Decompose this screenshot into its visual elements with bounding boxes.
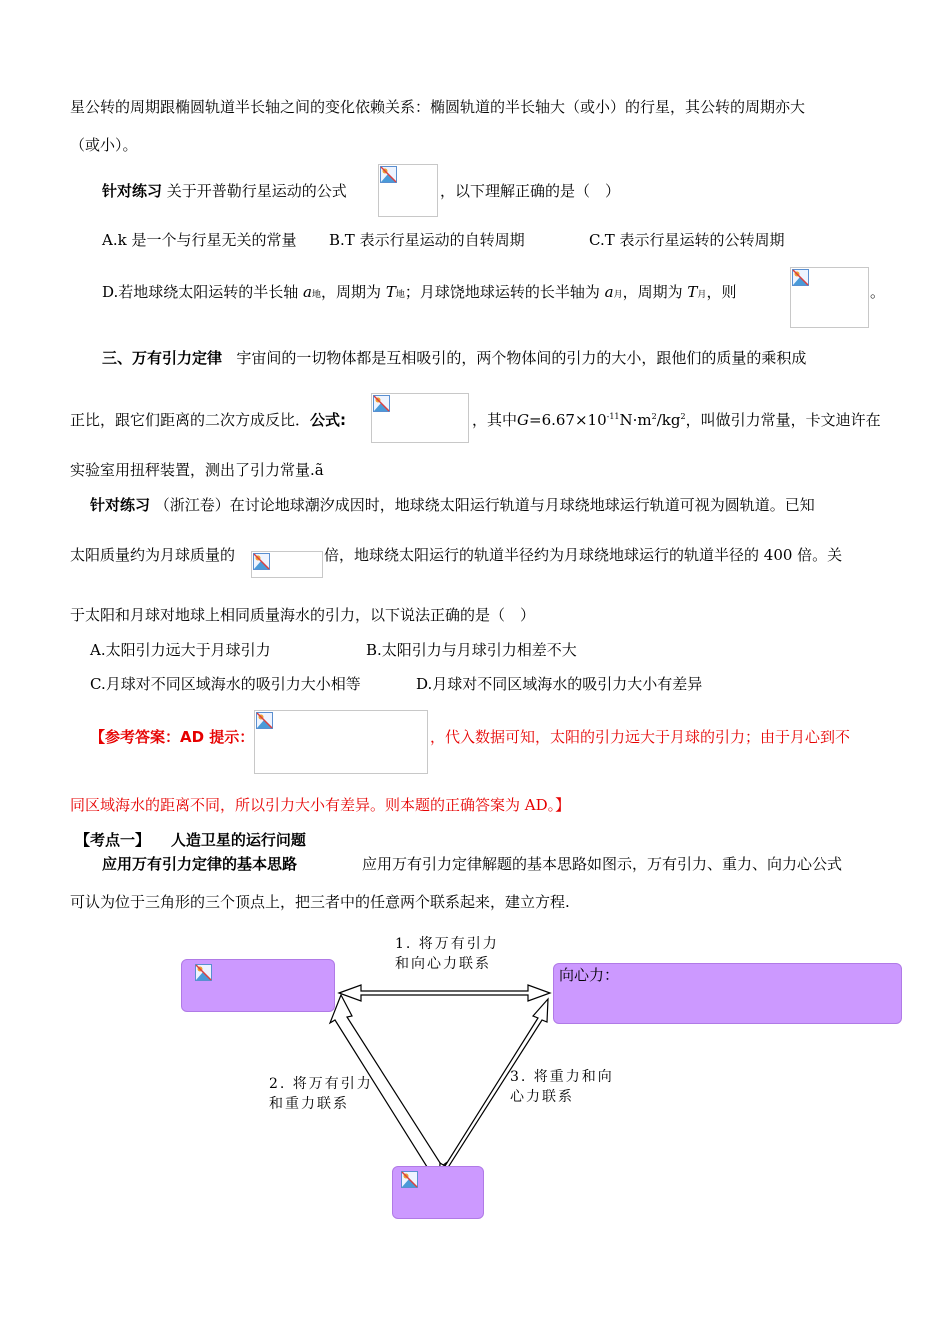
gravitation-box-image [194,963,322,993]
option-d-text-4: ，周期为 [622,283,683,301]
g-unit: N·m [619,411,652,429]
option-d-sub-earth-2: 地 [395,290,405,300]
practice1-option-c: C.T 表示行星运转的公转周期 [589,231,785,249]
g-exponent: -11 [606,412,620,421]
section3-text-2c: ，叫做引力常量，卡文迪许在 [685,411,881,429]
section3-text-2a: 正比，跟它们距离的二次方成反比． [70,411,311,429]
option-d-T-symbol: T [385,283,396,301]
answer-text-1: ，代入数据可知，太阳的引力远大于月球的引力；由于月心到不 [430,728,851,746]
practice2-text-1: （浙江卷）在讨论地球潮汐成因时，地球绕太阳运行轨道与月球绕地球运行轨道可视为圆轨道。已知 [154,496,815,514]
section3-text-2b: ，其中 [472,411,518,429]
option-d-text-3: ；月球饶地球运转的长半轴为 [404,283,600,301]
practice1-option-b: B.T 表示行星运动的自转周期 [329,231,525,249]
option-d-text-5: ，则 [706,283,737,301]
g-unit-2-exponent: 2 [680,412,686,421]
centripetal-force-box [553,963,902,1024]
centripetal-force-label: 向心力： [559,966,620,984]
practice2-option-b: B.太阳引力与月球引力相差不大 [366,641,577,659]
practice2-line-2a: 太阳质量约为月球质量的 [70,546,236,564]
intro-line-2: （或小）。 [70,136,138,154]
option-d-sub-moon: 月 [613,290,623,300]
label3-line1: 3. 将重力和向 [510,1069,614,1085]
formula-label: 公式: [310,411,347,429]
kaodian-text-2: 可认为位于三角形的三个顶点上，把三者中的任意两个联系起来，建立方程. [70,893,570,911]
gravity-box-image [400,1170,476,1198]
label-gravitation-gravity [269,1074,373,1114]
kaodian-title: 人造卫星的运行问题 [170,831,306,849]
practice1-option-a: A.k 是一个与行星无关的常量 [102,231,297,249]
label-gravitation-centripetal [395,934,499,974]
practice2-option-d: D.月球对不同区域海水的吸引力大小有差异 [416,675,703,693]
g-value: =6.67×10 [529,411,607,429]
kaodian-tag: 【考点一】 [75,831,151,849]
practice1-stem-after: ，以下理解正确的是（ ） [440,182,621,200]
option-d-text-2: ，周期为 [321,283,382,301]
practice2-tag: 针对练习 [90,496,151,514]
section3-text-1: 宇宙间的一切物体都是互相吸引的，两个物体间的引力的大小，跟他们的质量的乘积成 [236,349,807,367]
kaodian-subtitle: 应用万有引力定律的基本思路 [102,855,298,873]
practice2-option-c: C.月球对不同区域海水的吸引力大小相等 [90,675,361,693]
practice1-tag: 针对练习 [102,182,163,200]
option-d-end: 。 [870,283,886,301]
intro-line-1: 星公转的周期跟椭圆轨道半长轴之间的变化依赖关系：椭圆轨道的半长轴大（或小）的行星，其公转的周期亦大 [70,98,806,116]
kaodian-text-1: 应用万有引力定律解题的基本思路如图示，万有引力、重力、向力心公式 [362,855,843,873]
section3-line-3: 实验室用扭秤装置，测出了引力常量.ã [70,461,324,479]
practice1-stem-before: 关于开普勒行星运动的公式 [166,182,347,200]
broken-image-icon [195,964,212,981]
broken-image-icon [401,1171,418,1188]
arrow-top-double [339,985,550,1001]
section3-title: 三、万有引力定律 [102,349,223,367]
label2-line1: 2. 将万有引力 [269,1076,373,1092]
practice2-line-2b: 倍，地球绕太阳运行的轨道半径约为月球绕地球运行的轨道半径的 400 倍。关 [324,546,843,564]
answer-label: 【参考答案：AD 提示： [90,728,255,746]
label3-line2: 心力联系 [510,1089,574,1105]
g-symbol: G [517,411,529,429]
answer-text-2: 同区域海水的距离不同，所以引力大小有差异。则本题的正确答案为 AD。】 [70,796,571,814]
option-d-a-symbol-2: a [604,283,614,301]
practice2-option-a: A.太阳引力远大于月球引力 [90,641,271,659]
label-gravity-centripetal [510,1067,614,1107]
option-d-text-1: D.若地球绕太阳运转的半长轴 [102,283,299,301]
option-d-sub-moon-2: 月 [697,290,707,300]
label2-line2: 和重力联系 [269,1096,349,1112]
option-d-sub-earth: 地 [312,290,322,300]
option-d-a-symbol: a [303,283,312,301]
universal-gravitation-box [181,959,335,1012]
gravity-box [392,1166,484,1219]
g-unit-2: /kg [656,411,681,429]
g-unit-exponent: 2 [651,412,657,421]
label1-line1: 1. 将万有引力 [395,936,499,952]
practice2-line-3: 于太阳和月球对地球上相同质量海水的引力，以下说法正确的是（ ） [70,606,536,624]
label1-line2: 和向心力联系 [395,956,491,972]
option-d-T-symbol-2: T [687,283,698,301]
